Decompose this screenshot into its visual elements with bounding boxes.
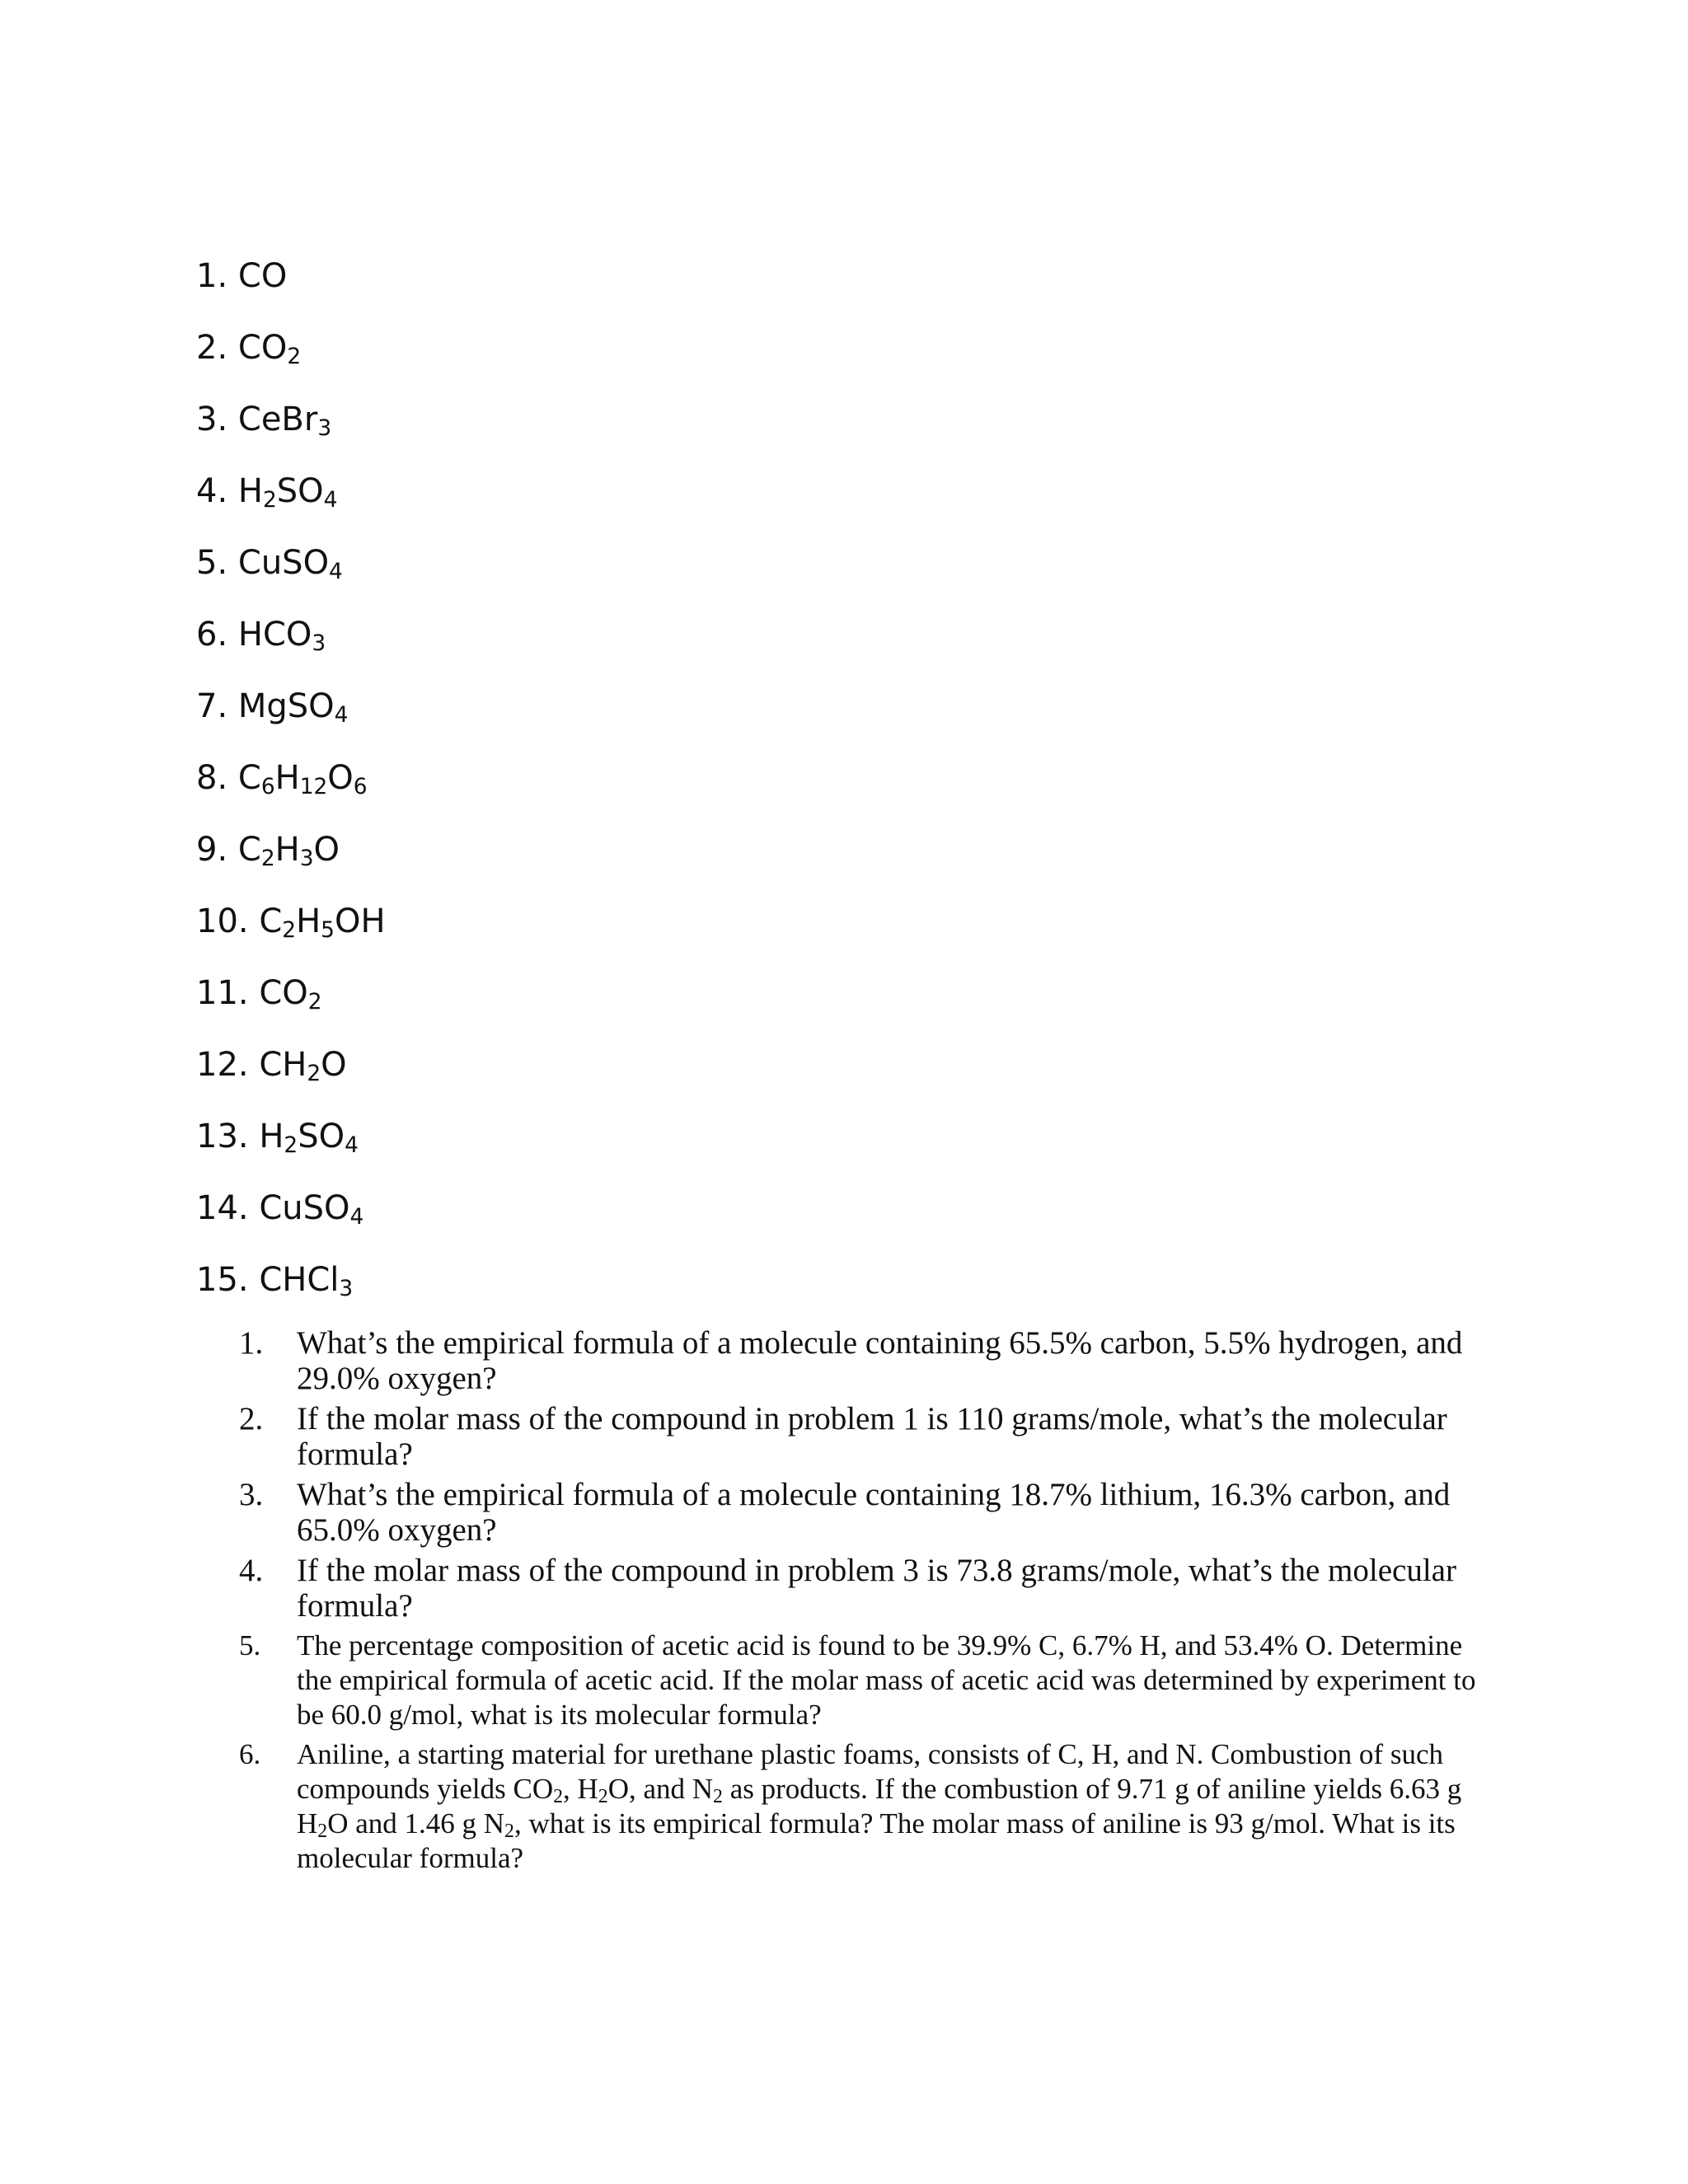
problem-item [239,1737,1492,1876]
formula-item [196,686,386,757]
formula-item [196,542,386,614]
formula-item [196,471,386,542]
problem-text [297,1737,1492,1876]
problem-item [239,1629,1492,1732]
problem-text [297,1477,1492,1548]
problem-item [239,1401,1492,1472]
text-segment: CO [237,329,288,367]
text-segment: CH [259,1046,307,1084]
subscript: 2 [284,1132,298,1158]
text-segment: C [237,759,261,797]
subscript: 4 [329,558,343,584]
formula-number: 8. [196,759,228,797]
formula-number: 9. [196,831,228,869]
formula-item [196,757,386,829]
formula-item [196,1188,386,1259]
text-segment: H [296,902,321,940]
subscript: 2 [504,1820,514,1842]
subscript: 2 [262,486,277,513]
formula-item [196,1116,386,1188]
subscript: 2 [260,845,275,871]
text-segment: CeBr [237,401,318,438]
subscript: 4 [345,1132,359,1158]
text-segment: CO [259,974,308,1012]
subscript: 4 [349,1203,364,1230]
problem-number: 2. [239,1401,264,1436]
problem-text [297,1629,1492,1732]
text-segment: H [259,1118,284,1155]
chemical-formula [238,616,326,654]
formula-item [196,399,386,471]
formula-item [196,972,386,1044]
formula-item [196,255,386,327]
text-segment: , what is its empirical formula? The molar mass of aniline is 93 g/mol. What is its molecular formula? [297,1807,1456,1874]
text-segment: C [237,831,261,869]
text-segment: H [274,831,300,869]
chemical-formula [259,974,322,1015]
subscript: 2 [598,1785,608,1807]
text-segment: O [313,831,340,869]
chemical-formula [237,472,338,513]
problem-text [297,1401,1492,1472]
text-segment: SO [276,472,324,510]
formula-number: 11. [196,974,249,1012]
text-segment: O, and N [607,1773,714,1805]
text-segment: O [321,1046,347,1084]
text-segment: CuSO [259,1189,350,1227]
text-segment: SO [298,1118,345,1155]
text-segment: O [327,759,354,797]
text-segment: MgSO [237,687,335,725]
chemical-formula [237,687,349,728]
formula-list [196,255,386,1331]
subscript: 2 [287,343,302,369]
subscript: 3 [317,415,332,441]
formula-item [196,327,386,399]
subscript: 2 [307,988,322,1015]
formula-number: 5. [196,544,228,582]
chemical-formula [259,1046,346,1084]
chemical-formula [238,831,340,869]
text-segment: as products. If the combustion of 9.71 g of aniline yields 6.63 g H [297,1773,1462,1840]
text-segment: O and 1.46 g N [327,1807,505,1840]
subscript: 5 [321,916,335,943]
text-segment: HCO [237,616,312,654]
text-segment: What’s the empirical formula of a molecule containing 18.7% lithium, 16.3% carbon, and 65.0% oxygen? [297,1477,1451,1548]
subscript: 3 [299,845,314,871]
formula-number: 7. [196,687,228,725]
problem-text [297,1325,1492,1396]
chemical-formula [238,759,368,797]
text-segment: If the molar mass of the compound in problem 3 is 73.8 grams/mole, what’s the molecular formula? [297,1553,1456,1624]
formula-item [196,901,386,972]
formula-number: 10. [196,902,249,940]
text-segment: C [259,902,283,940]
subscript: 2 [553,1785,564,1807]
problem-text [297,1553,1492,1624]
subscript: 2 [317,1820,328,1842]
problem-number: 6. [239,1738,261,1770]
formula-number: 2. [196,329,228,367]
text-segment: OH [334,902,386,940]
formula-number: 1. [196,257,228,295]
text-segment: H [237,472,263,510]
formula-item [196,1044,386,1116]
chemical-formula [259,1261,353,1299]
formula-number: 6. [196,616,228,654]
subscript: 3 [312,630,326,656]
text-segment: CuSO [237,544,330,582]
formula-number: 14. [196,1189,249,1227]
problem-number: 5. [239,1629,261,1661]
text-segment: , H [563,1773,598,1805]
text-segment: H [274,759,300,797]
subscript: 3 [339,1275,354,1301]
chemical-formula [238,329,301,367]
problem-number: 1. [239,1325,264,1361]
chemical-formula [259,1118,359,1158]
problem-number: 3. [239,1477,264,1512]
chemical-formula [259,1189,364,1230]
problem-list [239,1325,1492,1881]
subscript: 6 [353,773,368,799]
formula-number: 12. [196,1046,249,1084]
subscript: 4 [334,701,349,728]
text-segment: If the molar mass of the compound in problem 1 is 110 grams/mole, what’s the molecular formula? [297,1401,1447,1472]
formula-number: 13. [196,1118,249,1155]
formula-item [196,614,386,686]
formula-item [196,829,386,901]
formula-number: 15. [196,1261,249,1299]
text-segment: CO [237,257,288,295]
subscript: 2 [713,1785,723,1807]
text-segment: CHCl [259,1261,340,1299]
problem-item [239,1477,1492,1548]
subscript: 2 [282,916,297,943]
problem-item [239,1553,1492,1624]
formula-number: 4. [196,472,228,510]
chemical-formula [238,544,343,582]
problem-item [239,1325,1492,1396]
chemical-formula [259,902,386,943]
problem-number: 4. [239,1553,264,1588]
text-segment: What’s the empirical formula of a molecule containing 65.5% carbon, 5.5% hydrogen, and 29.0% oxygen? [297,1325,1463,1396]
chemical-formula [238,257,287,295]
formula-number: 3. [196,401,228,438]
formula-item [196,1259,386,1331]
text-segment: The percentage composition of acetic acid is found to be 39.9% C, 6.7% H, and 53.4% O. Determine the empirical formula of acetic acid. If the molar mass of acetic acid was determined by experiment to be 60.0 g/mol, what is its molecular formula? [297,1629,1476,1731]
subscript: 6 [260,773,275,799]
subscript: 2 [307,1060,321,1086]
subscript: 4 [323,486,338,513]
chemical-formula [237,401,332,441]
subscript: 12 [299,773,328,799]
text-segment: Aniline, a starting material for urethane plastic foams, consists of C, H, and N. Combustion of such compounds yields CO [297,1738,1443,1805]
